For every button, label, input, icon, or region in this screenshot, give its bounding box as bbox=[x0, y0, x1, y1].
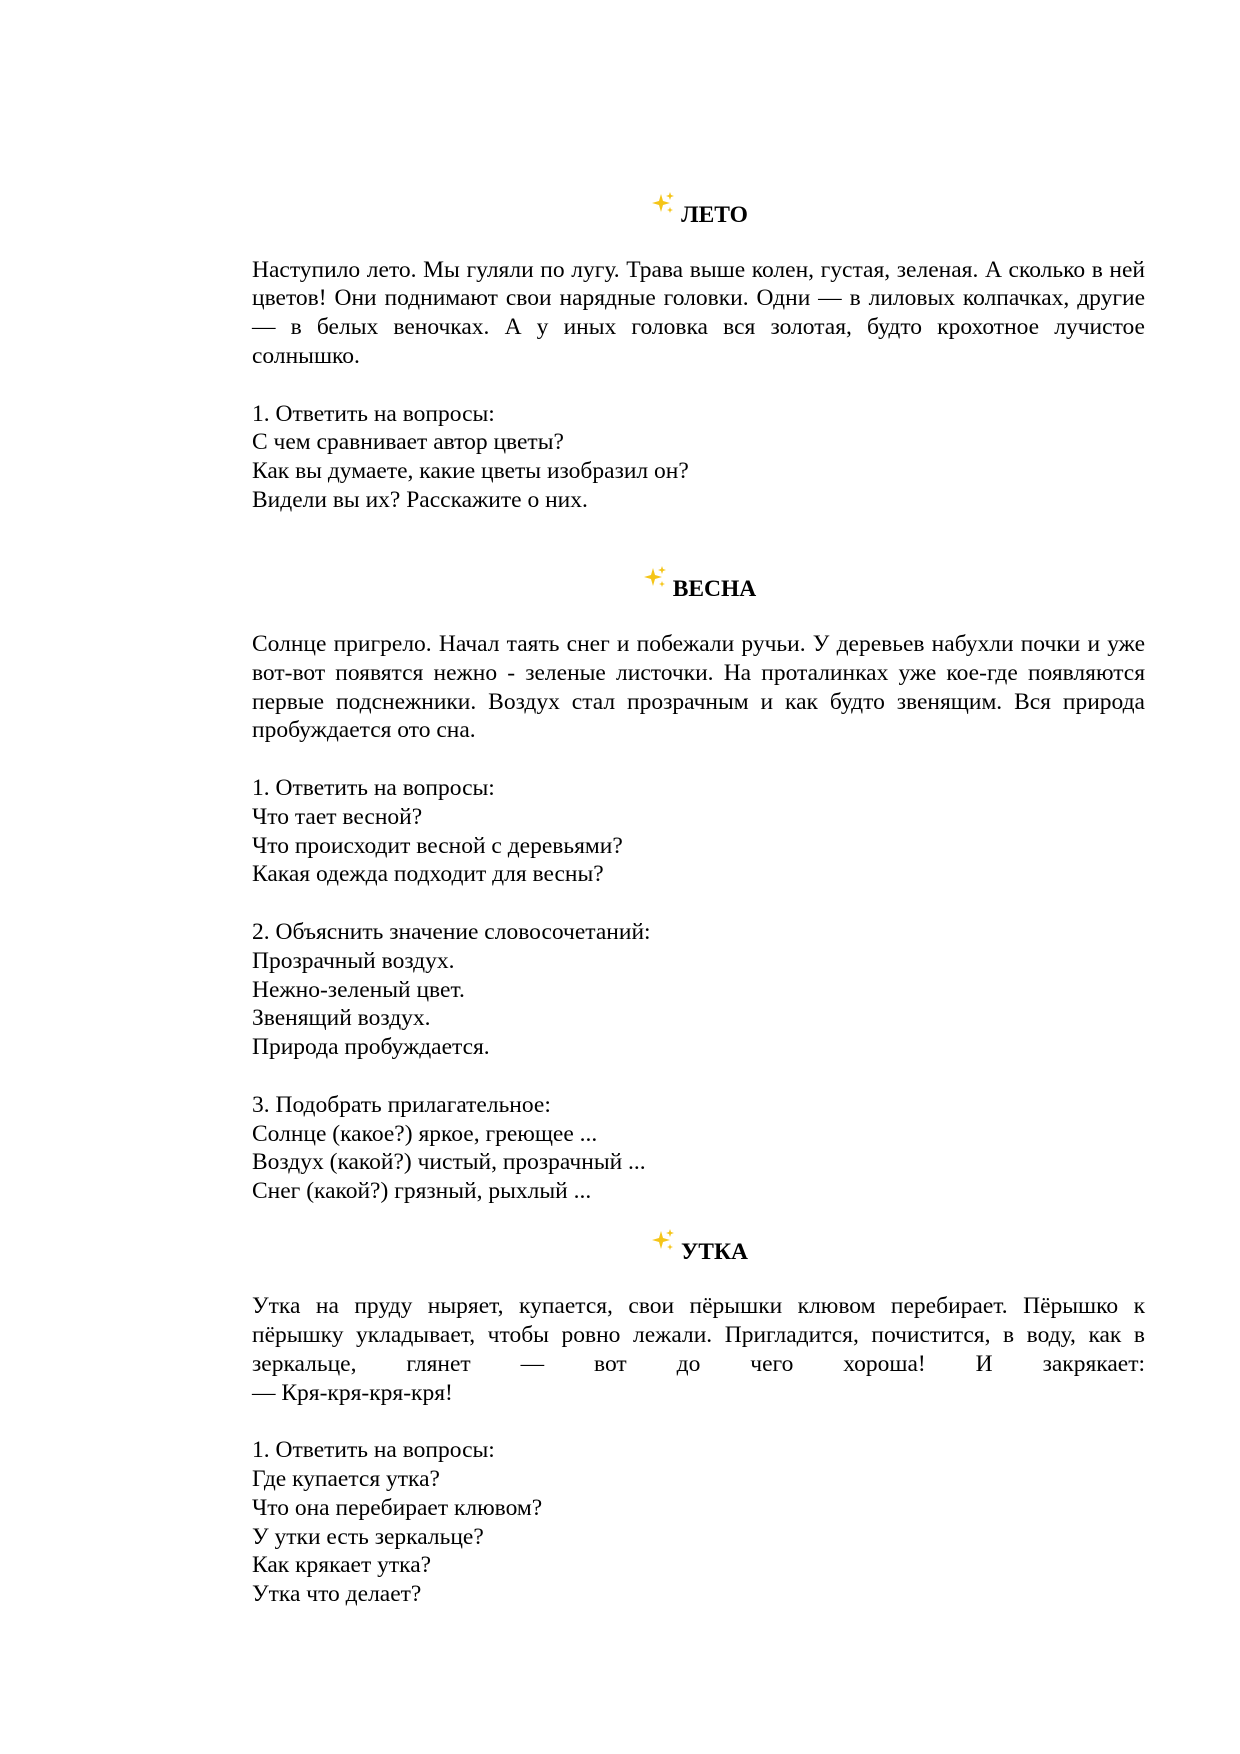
task-item: Природа пробуждается. bbox=[252, 1034, 490, 1061]
section-text: Солнце пригрело. Начал таять снег и побежали ручьи. У деревьев набухли почки и уже вот-вот появятся нежно - зеленые листочки. На проталинках уже кое-где появляются первые подснежники. Воздух стал прозрачным и как будто звенящим. Вся природа пробуждается ото сна. bbox=[252, 630, 1145, 744]
task-item: Прозрачный воздух. bbox=[252, 947, 455, 974]
task-item: Видели вы их? Расскажите о них. bbox=[252, 486, 588, 513]
task-item: Нежно-зеленый цвет. bbox=[252, 976, 465, 1003]
task-heading: 1. Ответить на вопросы: bbox=[252, 1437, 495, 1464]
section-spring bbox=[252, 572, 1145, 1206]
task-heading: 1. Ответить на вопросы: bbox=[252, 774, 495, 801]
task-item: С чем сравнивает автор цветы? bbox=[252, 429, 564, 456]
section-text-tail: — Кря-кря-кря-кря! bbox=[252, 1379, 453, 1406]
task-item: У утки есть зеркальце? bbox=[252, 1523, 484, 1550]
task-item: Утка что делает? bbox=[252, 1581, 422, 1608]
task-heading: 2. Объяснить значение словосочетаний: bbox=[252, 918, 651, 945]
task-item: Воздух (какой?) чистый, прозрачный ... bbox=[252, 1149, 646, 1176]
sparkles-icon bbox=[641, 572, 667, 598]
task-item: Что тает весной? bbox=[252, 803, 423, 830]
section-title-text: ЛЕТО bbox=[681, 202, 748, 228]
section-title-text: ВЕСНА bbox=[672, 576, 757, 603]
task-heading: 1. Ответить на вопросы: bbox=[252, 400, 495, 427]
task-item: Звенящий воздух. bbox=[252, 1005, 431, 1032]
section-title bbox=[252, 1235, 1145, 1264]
document-content bbox=[252, 198, 1145, 1609]
task-item: Солнце (какое?) яркое, греющее ... bbox=[252, 1120, 598, 1147]
task-item: Что она перебирает клювом? bbox=[252, 1494, 543, 1521]
section-title-text: УТКА bbox=[681, 1238, 748, 1265]
sparkles-icon bbox=[649, 198, 675, 224]
section-text: Утка на пруду ныряет, купается, свои пёрышки клювом перебирает. Пёрышко к пёрышку укладывает, чтобы ровно лежали. Пригладится, почистится, в воду, как в зеркальце, глянет — вот до чего хороша! И закрякает: bbox=[252, 1293, 1145, 1377]
task-item: Что происходит весной с деревьями? bbox=[252, 832, 623, 859]
section-duck bbox=[252, 1235, 1145, 1609]
task-item: Как вы думаете, какие цветы изобразил он? bbox=[252, 458, 689, 485]
section-title bbox=[252, 198, 1145, 227]
sparkles-icon bbox=[649, 1235, 675, 1261]
section-summer bbox=[252, 198, 1145, 515]
task-item: Какая одежда подходит для весны? bbox=[252, 861, 604, 888]
task-item: Как крякает утка? bbox=[252, 1552, 432, 1579]
task-item: Где купается утка? bbox=[252, 1466, 440, 1493]
task-item: Снег (какой?) грязный, рыхлый ... bbox=[252, 1178, 592, 1205]
section-text: Наступило лето. Мы гуляли по лугу. Трава выше колен, густая, зеленая. А сколько в ней цветов! Они поднимают свои нарядные головки. Одни — в лиловых колпачках, другие — в белых веночках. А у иных головка вся золотая, будто крохотное лучистое солнышко. bbox=[252, 256, 1145, 369]
section-title bbox=[252, 572, 1145, 601]
task-heading: 3. Подобрать прилагательное: bbox=[252, 1091, 551, 1118]
